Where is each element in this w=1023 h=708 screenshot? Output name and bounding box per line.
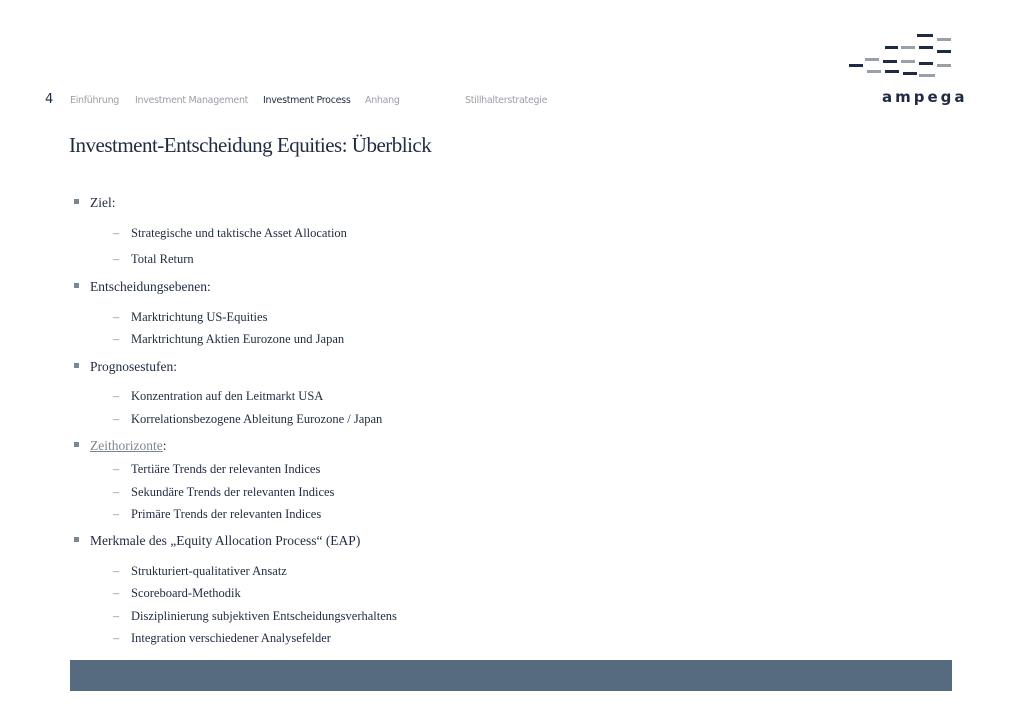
dash-icon: – [113,310,120,324]
bullet-label: Prognosestufen: [90,359,177,374]
bullet-entscheidungsebenen [74,279,211,295]
sub-item [113,609,397,624]
sub-item-label: Scoreboard-Methodik [131,586,241,600]
dash-icon: – [113,412,120,426]
sub-item [113,252,194,267]
dash-icon: – [113,226,120,240]
square-bullet-icon [74,283,79,288]
sub-item-label: Marktrichtung Aktien Eurozone und Japan [131,332,345,346]
dash-icon: – [113,586,120,600]
dash-icon: – [113,507,120,521]
dash-icon: – [113,485,120,499]
square-bullet-icon [74,442,79,447]
sub-item-label: Strukturiert-qualitativer Ansatz [131,564,287,578]
dash-icon: – [113,609,120,623]
sub-item [113,631,331,646]
dash-icon: – [113,332,120,346]
bullet-prognosestufen [74,359,177,375]
sub-item-label: Marktrichtung US-Equities [131,310,268,324]
sub-item-label: Integration verschiedener Analysefelder [131,631,331,645]
dash-icon: – [113,389,120,403]
sub-item [113,507,321,522]
nav-item-investment-management[interactable]: Investment Management [135,95,249,106]
sub-item-label: Primäre Trends der relevanten Indices [131,507,322,521]
sub-item [113,564,287,579]
sub-item [113,389,323,404]
sub-item [113,332,344,347]
sub-item [113,586,241,601]
nav-item-stillhalterstrategie[interactable]: Stillhalterstrategie [465,95,548,106]
bullet-merkmale [74,533,360,549]
sub-item [113,462,320,477]
sub-item [113,485,334,500]
sub-item [113,226,347,241]
bullet-label: Merkmale des „Equity Allocation Process“ (EAP) [90,533,361,548]
dash-icon: – [113,631,120,645]
sub-item [113,412,382,427]
sub-item-label: Strategische und taktische Asset Allocation [131,226,347,240]
dash-icon: – [113,462,120,476]
sub-item-label: Sekundäre Trends der relevanten Indices [131,485,335,499]
dash-icon: – [113,252,120,266]
sub-item-label: Disziplinierung subjektiven Entscheidungsverhaltens [131,609,397,623]
nav-item-investment-process[interactable]: Investment Process [263,95,351,106]
dash-icon: – [113,564,120,578]
footer-bar [70,660,952,691]
logo-wordmark: ampega [882,88,968,106]
zeithorizonte-link[interactable]: Zeithorizonte [90,438,163,453]
bullet-label-suffix: : [162,438,167,453]
nav-item-anhang[interactable]: Anhang [365,95,400,106]
page-title: Investment-Entscheidung Equities: Überblick [69,133,432,157]
sub-item [113,310,267,325]
square-bullet-icon [74,199,79,204]
bullet-label: Entscheidungsebenen: [90,279,211,294]
sub-item-label: Korrelationsbezogene Ableitung Eurozone / Japan [131,412,383,426]
sub-item-label: Konzentration auf den Leitmarkt USA [131,389,324,403]
bullet-zeithorizonte [74,438,167,454]
nav-item-einfuehrung[interactable]: Einführung [70,95,120,106]
sub-item-label: Total Return [131,252,194,266]
sub-item-label: Tertiäre Trends der relevanten Indices [131,462,321,476]
bullet-ziel [74,195,116,211]
page-number: 4 [45,92,54,107]
square-bullet-icon [74,537,79,542]
square-bullet-icon [74,363,79,368]
bullet-label: Ziel: [90,195,116,210]
